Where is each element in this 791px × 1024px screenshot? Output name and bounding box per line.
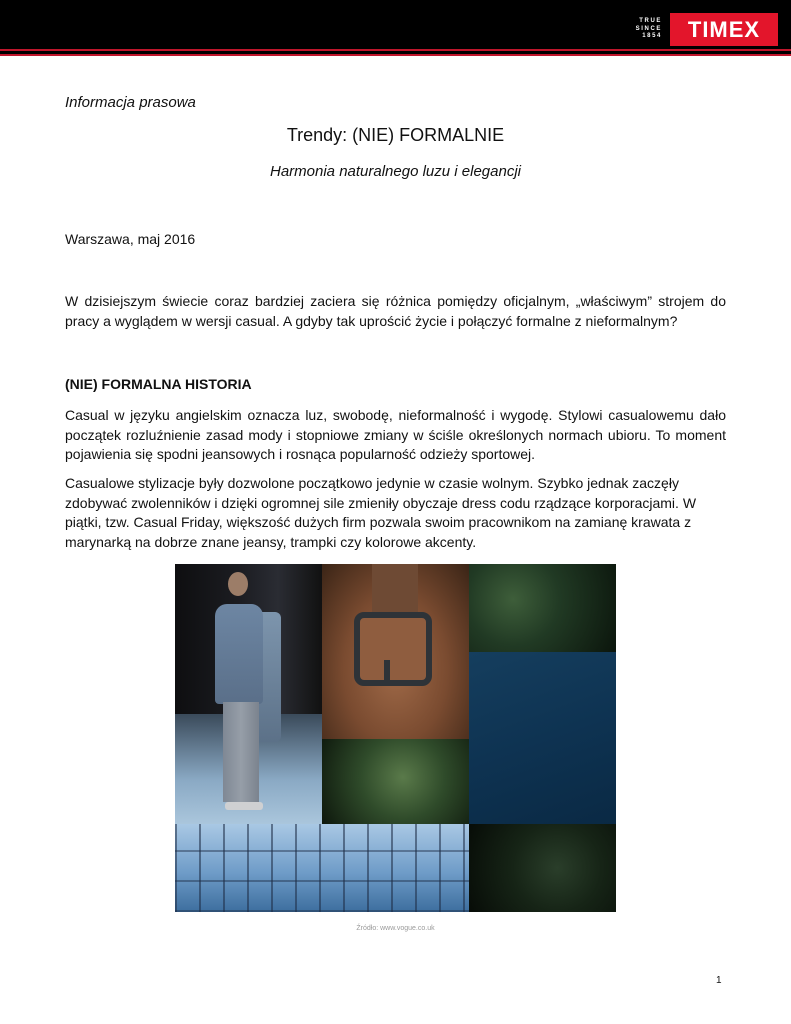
document-subtitle: Harmonia naturalnego luzu i elegancji	[270, 163, 521, 180]
moodboard-collage	[175, 564, 616, 912]
model-sweater	[215, 604, 263, 704]
suede-belt-photo	[322, 564, 469, 739]
model-trousers	[223, 702, 259, 802]
glass-facade-photo	[175, 824, 469, 912]
buckle-pin	[384, 660, 390, 682]
image-caption: Źródło: www.vogue.co.uk	[356, 925, 435, 932]
leaves-photo-top	[469, 564, 616, 652]
page-number: 1	[716, 975, 722, 986]
paragraph-2	[65, 474, 726, 552]
logo-text: TIMEX	[687, 16, 761, 42]
paragraph-1: Casual w języku angielskim oznacza luz, swobodę, nieformalność i wygodę. Stylowi casualowemu dało początek rozluźnienie zasad mody i stopniowe zmiany w ściśle określonych normach ubioru. To moment pojawienia się spodni jeansowych i rosnąca popularność odzieży sportowej.	[65, 407, 726, 462]
tagline-line-2: SINCE	[635, 25, 662, 32]
tagline-line-3: 1854	[642, 33, 662, 39]
model-shoes	[225, 802, 263, 810]
paragraph-2-line: piątki, tzw. Casual Friday, większość dużych firm pozwala swoim pracownikom na zamianę krawata z	[65, 514, 692, 530]
blue-texture-photo	[469, 652, 616, 824]
header-stripe-top	[0, 49, 791, 51]
header-stripe-bottom	[0, 54, 791, 56]
runway-model-photo	[175, 564, 322, 824]
paragraph-2-line: Casualowe stylizacje były dozwolone początkowo jedynie w czasie wolnym. Szybko jednak zaczęły	[65, 475, 679, 491]
intro-paragraph: W dzisiejszym świecie coraz bardziej zaciera się różnica pomiędzy oficjalnym, „właściwym” strojem do pracy a wyglądem w wersji casual. A gdyby tak uprościć życie i połączyć formalne z nieformalnym?	[65, 293, 726, 329]
belt-buckle	[354, 612, 432, 686]
document-title: Trendy: (NIE) FORMALNIE	[286, 125, 505, 145]
section-heading: (NIE) FORMALNA HISTORIA	[65, 376, 252, 392]
timex-logo	[670, 13, 778, 46]
leaves-photo-middle	[322, 739, 469, 824]
tagline-line-1: TRUE	[639, 18, 662, 24]
brand-tagline	[628, 18, 662, 41]
model-head	[228, 572, 248, 596]
page-header	[0, 0, 791, 56]
document-kicker: Informacja prasowa	[65, 94, 196, 111]
dateline: Warszawa, maj 2016	[65, 231, 196, 247]
leaves-photo-bottom	[469, 824, 616, 912]
paragraph-2-line: zdobywać zwolenników i dzięki ogromnej sile zmieniły obyczaje dress codu rządzące korporacjami. W	[65, 494, 697, 511]
paragraph-2-line: marynarką na dobrze znane jeansy, trampki czy kolorowe akcenty.	[65, 533, 477, 550]
